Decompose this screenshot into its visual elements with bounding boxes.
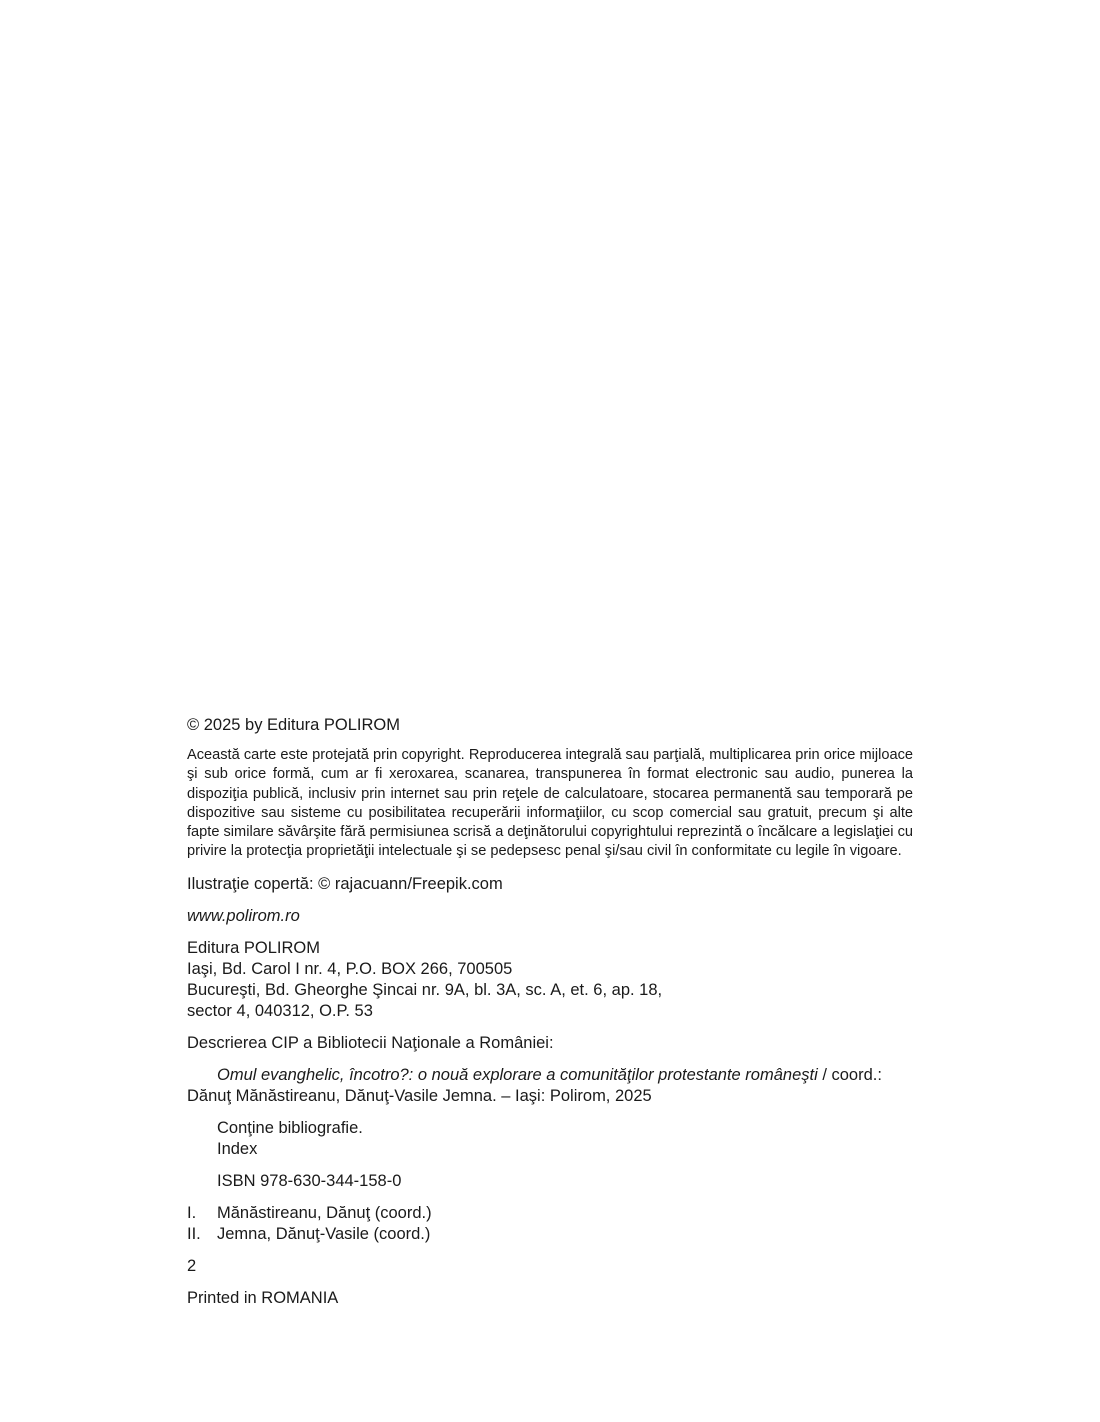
legal-notice: Această carte este protejată prin copyright. Reproducerea integrală sau parţială, multiplicarea prin orice mijloace şi sub orice formă, cum ar fi xeroxarea, scanarea, transpunerea în format electronic sau audio, punerea la dispoziţia publică, inclusiv prin internet sau prin reţele de calculatoare, stocarea permanentă sau temporară pe dispozitive sau sisteme cu posibilitatea recuperării informaţiilor, cu scop comercial sau gratuit, precum şi alte fapte similare săvârşite fără permisiunea scrisă a deţinătorului copyrightului reprezintă o încălcare a legislaţiei cu privire la protecţia proprietăţii intelectuale şi se pedepsesc penal şi/sau civil în conformitate cu legile în vigoare.: [187, 747, 913, 860]
list-item: [187, 1203, 913, 1224]
copyright-line: © 2025 by Editura POLIROM: [187, 716, 401, 734]
publisher-address-block: [187, 938, 913, 1022]
entry-number: II.: [187, 1224, 201, 1243]
entry-text: Jemna, Dănuţ-Vasile (coord.): [217, 1224, 431, 1243]
list-item: [187, 1224, 913, 1245]
entry-text: Mănăstireanu, Dănuţ (coord.): [217, 1203, 432, 1222]
publisher-name: Editura POLIROM: [187, 938, 320, 957]
cip-note-bibliography: Conţine bibliografie.: [217, 1118, 363, 1137]
entry-number: I.: [187, 1203, 197, 1222]
publisher-website: www.polirom.ro: [187, 906, 300, 925]
colophon: [187, 715, 913, 1320]
cip-note-index: Index: [217, 1139, 258, 1158]
isbn: ISBN 978-630-344-158-0: [217, 1171, 402, 1190]
book-title: Omul evanghelic, încotro?: o nouă explorare a comunităţilor protestante româneşti: [217, 1065, 818, 1084]
cip-bibliographic-entry: [187, 1065, 913, 1107]
address-bucuresti-line-2: sector 4, 040312, O.P. 53: [187, 1001, 373, 1020]
class-number: 2: [187, 1256, 197, 1275]
cip-heading: Descrierea CIP a Bibliotecii Naţionale a României:: [187, 1033, 554, 1052]
cip-notes: [187, 1118, 913, 1160]
book-responsibility: / coord.: Dănuţ Mănăstireanu, Dănuţ-Vasile Jemna. – Iaşi: Polirom, 2025: [187, 1065, 882, 1105]
printed-in: Printed in ROMANIA: [187, 1288, 339, 1307]
address-iasi: Iaşi, Bd. Carol I nr. 4, P.O. BOX 266, 700505: [187, 959, 513, 978]
address-bucuresti-line-1: Bucureşti, Bd. Gheorghe Şincai nr. 9A, bl. 3A, sc. A, et. 6, ap. 18,: [187, 980, 663, 999]
cip-added-entries: [187, 1203, 913, 1245]
cover-illustration-credit: Ilustraţie copertă: © rajacuann/Freepik.com: [187, 874, 503, 893]
